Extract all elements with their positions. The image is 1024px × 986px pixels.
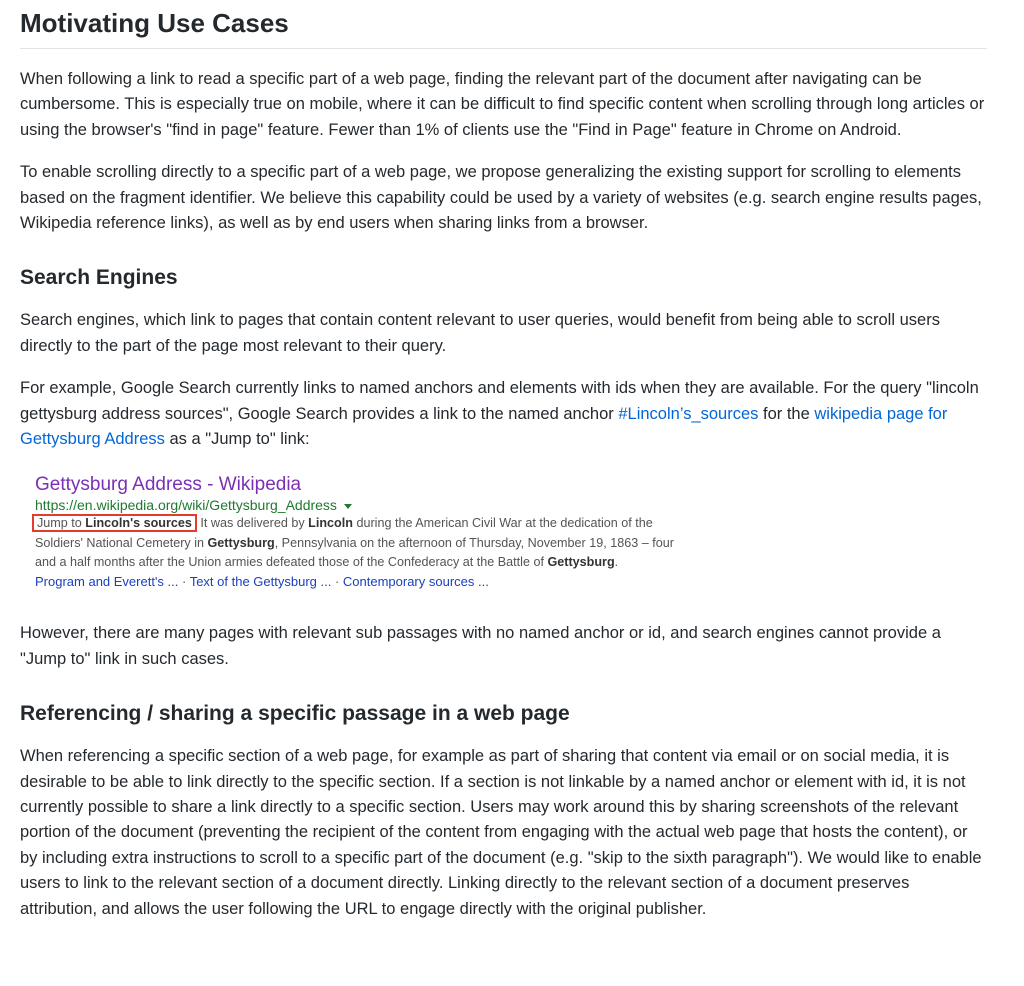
snippet-bold: Gettysburg <box>207 535 275 550</box>
paragraph-text: For example, Google Search currently links to named anchors and elements with ids when they are available. For the query "lincoln gettysburg address sources", Google Search provides a link to the named anchor <box>20 379 979 423</box>
search-engines-paragraph-3: However, there are many pages with relevant sub passages with no named anchor or id, and search engines cannot provide a "Jump to" link in such cases. <box>20 624 941 668</box>
search-engines-heading: Search Engines <box>20 266 178 290</box>
intro-paragraph-1: When following a link to read a specific part of a web page, finding the relevant part of the document after navigating can be cumbersome. This is especially true on mobile, where it can be difficult to find specific content when scrolling through long articles or using the browser's "find in page" feature. Fewer than 1% of clients use the "Find in Page" feature in Chrome on Android. <box>20 70 985 139</box>
search-result-screenshot <box>20 474 987 591</box>
paragraph-text: as a "Jump to" link: <box>164 430 310 449</box>
snippet-text: It was delivered by <box>196 516 309 531</box>
lincolns-sources-anchor-link[interactable]: #Lincoln’s_sources <box>618 404 759 423</box>
sitelink-separator: · <box>178 574 190 590</box>
intro-paragraph-2: To enable scrolling directly to a specific part of a web page, we propose generalizing the existing support for scrolling to elements based on the fragment identifier. We believe this capability could be used by a variety of websites (e.g. search engine results pages, Wikipedia reference links), as well as by end users when sharing links from a browser. <box>20 163 982 233</box>
paragraph-text: for the <box>758 404 815 423</box>
jump-to-target: Lincoln's sources <box>85 516 192 531</box>
sitelink-separator: · <box>331 574 343 590</box>
search-engines-paragraph-1: Search engines, which link to pages that contain content relevant to user queries, would benefit from being able to scroll users directly to the part of the page most relevant to their query. <box>20 311 940 355</box>
result-title[interactable]: Gettysburg Address - Wikipedia <box>35 474 302 496</box>
result-url-row <box>35 496 987 514</box>
result-url: https://en.wikipedia.org/wiki/Gettysburg_Address <box>35 497 337 514</box>
sharing-heading: Referencing / sharing a specific passage in a web page <box>20 702 570 726</box>
result-sitelinks <box>35 572 987 591</box>
sitelink-contemporary-sources[interactable]: Contemporary sources ... <box>342 574 489 590</box>
jump-to-link-highlight[interactable] <box>32 514 197 532</box>
sharing-paragraph-1: When referencing a specific section of a web page, for example as part of sharing that content via email or on social media, it is desirable to be able to link directly to the specific section. If a section is not linkable by a named anchor or element with id, it is not currently possible to share a link directly to a specific section. Users may work around this by sharing screenshots of the relevant portion of the document (preventing the recipient of the content from engaging with the actual web page that hosts the content), or by including extra instructions to scroll to a specific part of the document (e.g. "skip to the sixth paragraph"). We would like to enable users to link to the relevant section of a document directly. Linking directly to the relevant section of a document preserves attribution, and allows the user following the URL to engage directly with the original publisher. <box>20 747 982 918</box>
snippet-text: , Pennsylvania on the afternoon of Thursday, November 19, 1863 – four and a half months after the Union armies defeated those of the Confederacy at the Battle of <box>35 535 674 570</box>
result-snippet <box>35 514 695 572</box>
section-title: Motivating Use Cases <box>20 0 987 49</box>
sitelink-text[interactable]: Text of the Gettysburg ... <box>189 574 332 590</box>
snippet-text: . <box>614 555 619 570</box>
snippet-bold: Gettysburg <box>547 555 615 570</box>
jump-to-prefix: Jump to <box>37 516 86 531</box>
snippet-text: during the American Civil War at the dedication of the Soldiers' National Cemetery in <box>35 516 653 550</box>
wikipedia-gettysburg-link[interactable]: wikipedia page for Gettysburg Address <box>20 404 948 449</box>
dropdown-caret-icon[interactable] <box>344 504 352 509</box>
sitelink-program[interactable]: Program and Everett's ... <box>35 574 179 590</box>
search-engines-paragraph-2 <box>20 376 987 452</box>
snippet-bold: Lincoln <box>308 516 353 531</box>
